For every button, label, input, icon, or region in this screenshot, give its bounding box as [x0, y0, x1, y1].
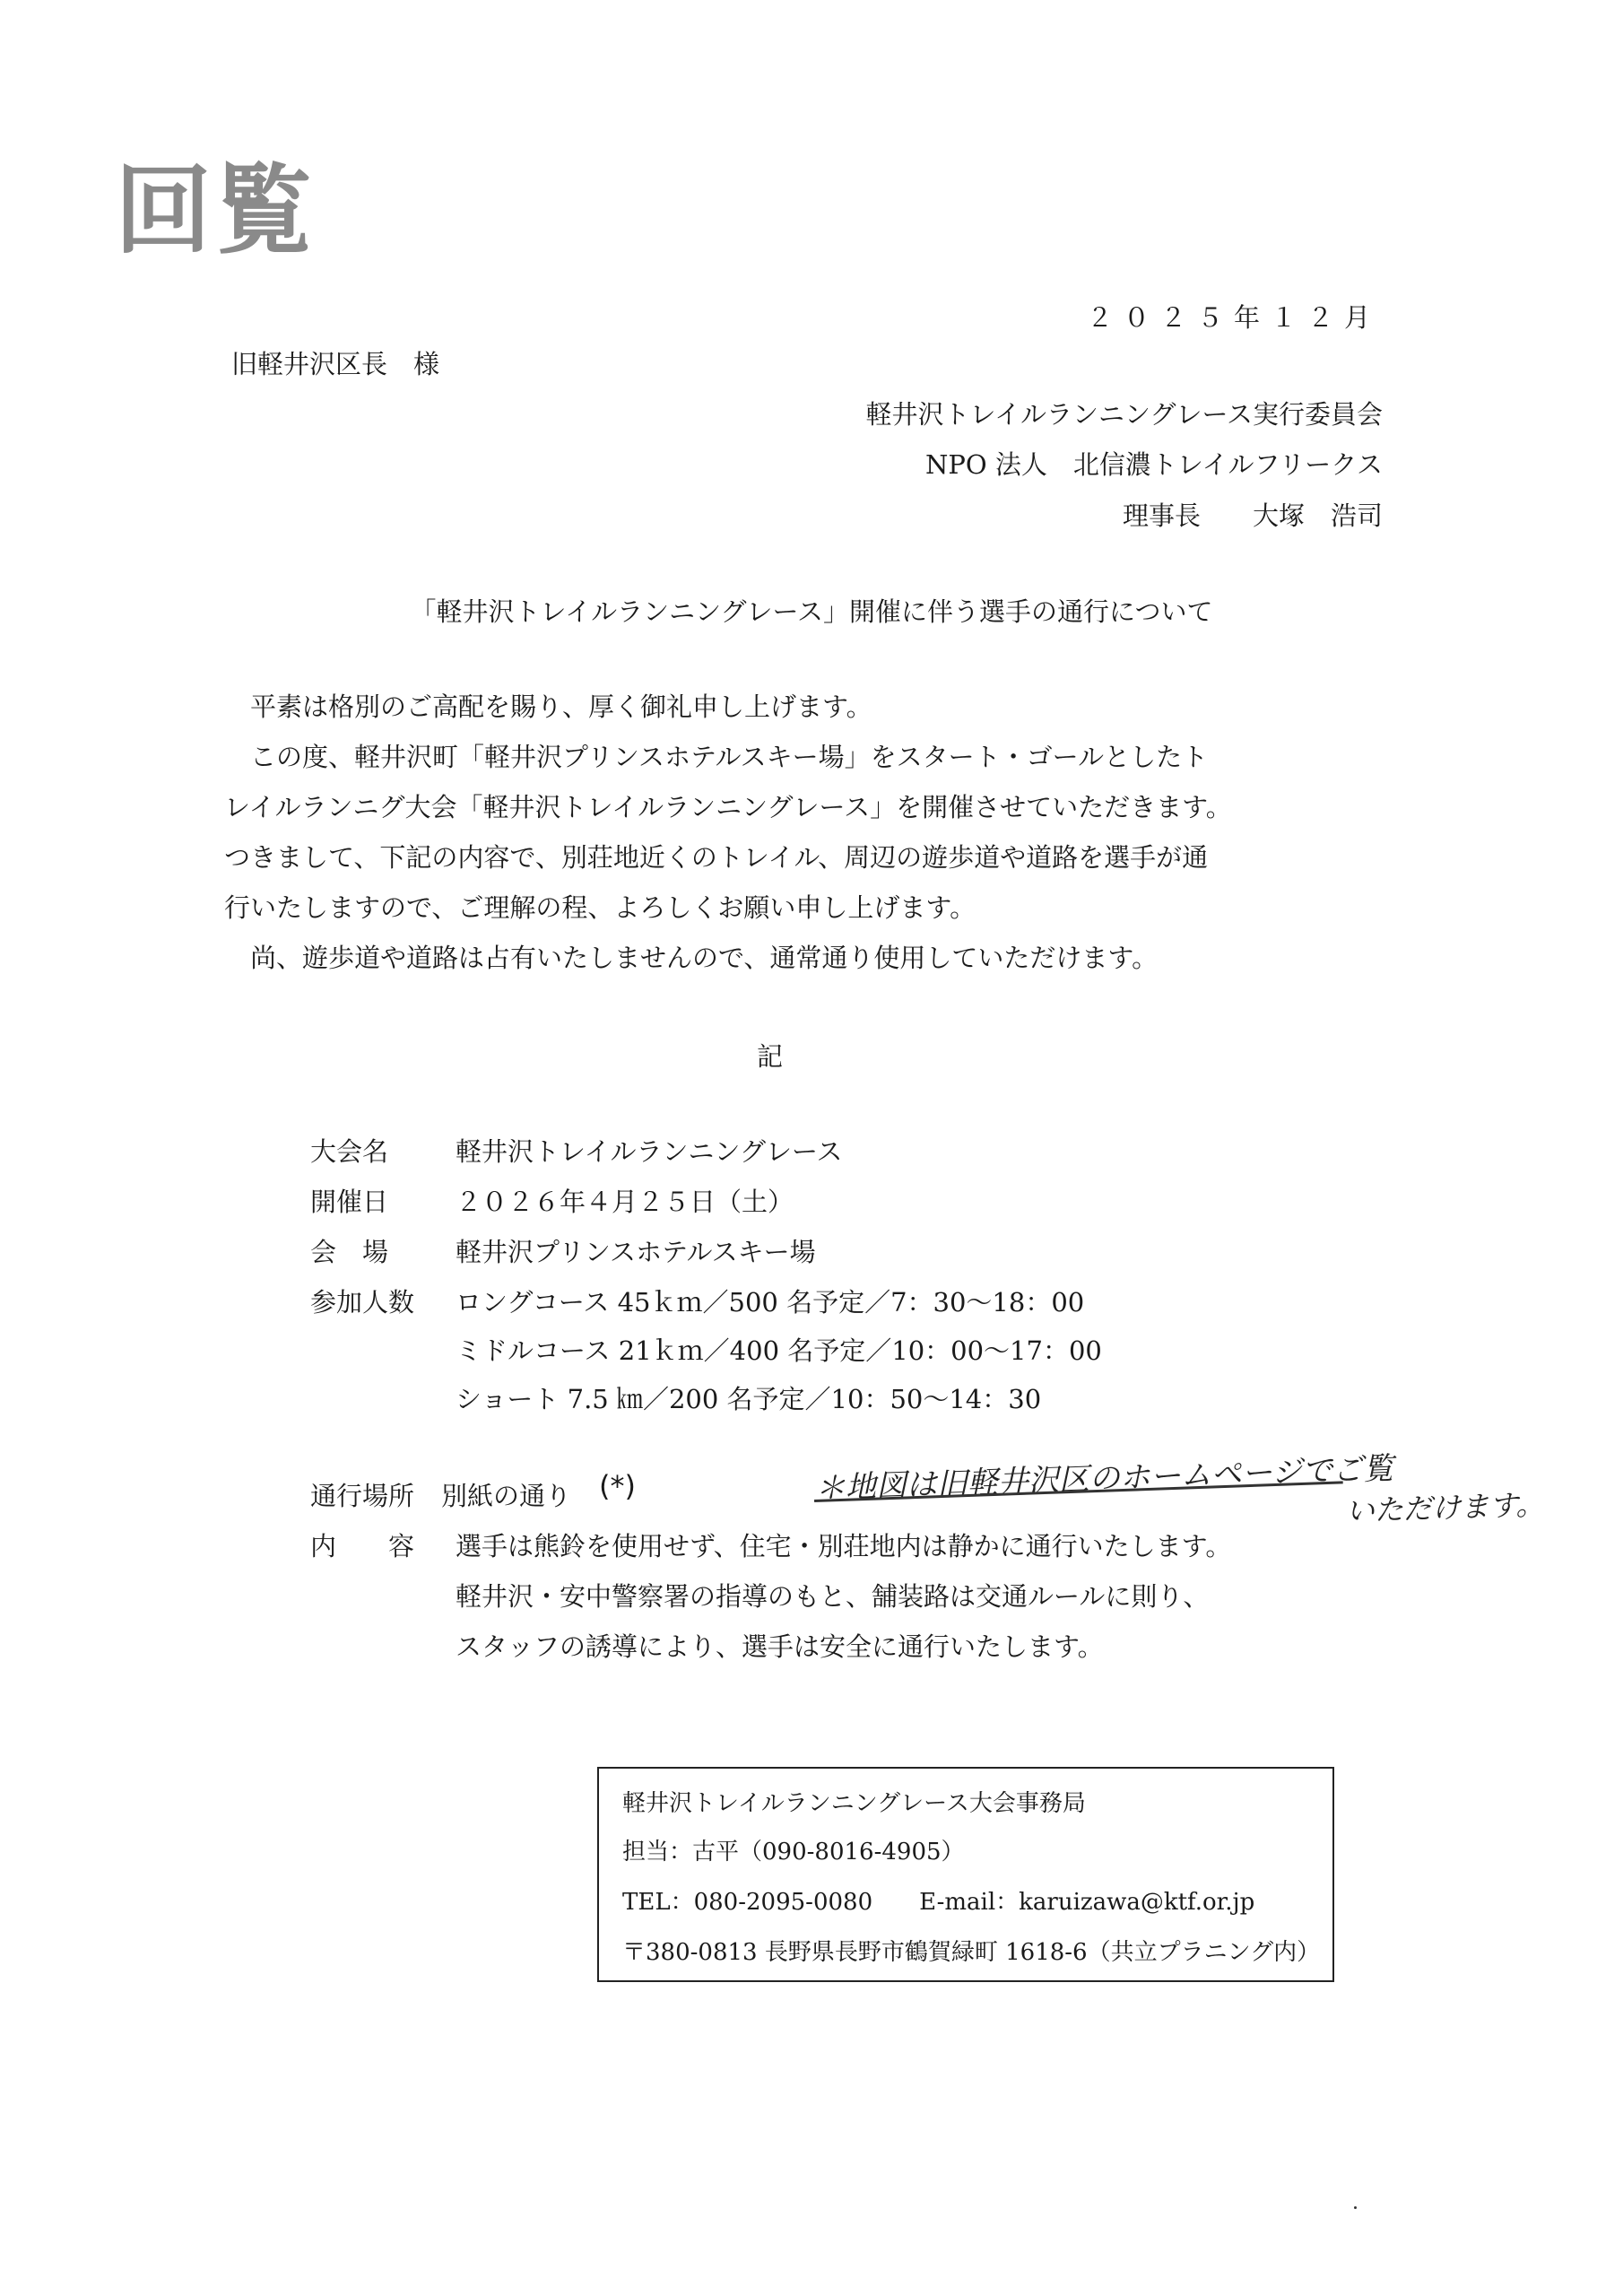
contact-tel-email: TEL：080-2095-0080 E-mail：karuizawa@ktf.or.jp	[622, 1889, 1255, 1916]
body-paragraph-line: 尚、遊歩道や道路は占有いたしませんので、通常通り使用していただけます。	[224, 943, 1159, 973]
event-date-value: ２０２６年４月２５日（土）	[456, 1187, 794, 1217]
place-label: 通行場所	[310, 1481, 415, 1511]
body-paragraph-line: 行いたしますので、ご理解の程、よろしくお願い申し上げます。	[224, 892, 976, 923]
event-name-value: 軽井沢トレイルランニングレース	[456, 1136, 843, 1167]
venue-value: 軽井沢プリンスホテルスキー場	[456, 1237, 816, 1267]
venue-label: 会 場	[310, 1237, 389, 1267]
sender-npo: NPO 法人 北信濃トレイルフリークス	[925, 449, 1383, 480]
body-paragraph-line: 平素は格別のご高配を賜り、厚く御礼申し上げます。	[224, 691, 872, 722]
participants-middle: ミドルコース 21ｋｍ／400 名予定／10：00～17：00	[456, 1335, 1102, 1366]
place-value: 別紙の通り	[441, 1481, 572, 1511]
handwritten-asterisk-mark: (*)	[599, 1469, 636, 1503]
recipient: 旧軽井沢区長 様	[231, 349, 440, 379]
body-paragraph-line: レイルランニグ大会「軽井沢トレイルランニングレース」を開催させていただきます。	[224, 792, 1232, 822]
document-date: ２０２５年１２月	[1086, 302, 1381, 333]
sender-committee: 軽井沢トレイルランニングレース実行委員会	[865, 399, 1383, 430]
event-name-label: 大会名	[310, 1136, 389, 1167]
handwritten-note-continued: いただけます。	[1345, 1487, 1545, 1528]
circulation-stamp: 回覧	[115, 155, 317, 267]
scan-speck	[1354, 2206, 1357, 2209]
participants-short: ショート 7.5 ㎞／200 名予定／10：50～14：30	[456, 1384, 1042, 1414]
handwritten-note: ＊地図は旧軽井沢区のホームページでご覧	[814, 1450, 1394, 1507]
sender-chairman: 理事長 大塚 浩司	[1122, 500, 1383, 531]
ki-heading: 記	[756, 1041, 783, 1072]
content-label: 内 容	[310, 1531, 415, 1561]
content-line: 軽井沢・安中警察署の指導のもと、舗装路は交通ルールに則り、	[456, 1581, 1210, 1612]
content-line: スタッフの誘導により、選手は安全に通行いたします。	[456, 1631, 1104, 1662]
body-paragraph-line: つきまして、下記の内容で、別荘地近くのトレイル、周辺の遊歩道や道路を選手が通	[224, 842, 1209, 873]
event-date-label: 開催日	[310, 1187, 389, 1217]
contact-address: 〒380-0813 長野県長野市鶴賀緑町 1618-6（共立プラニング内）	[622, 1939, 1321, 1966]
content-line: 選手は熊鈴を使用せず、住宅・別荘地内は静かに通行いたします。	[456, 1531, 1232, 1561]
body-paragraph-line: この度、軽井沢町「軽井沢プリンスホテルスキー場」をスタート・ゴールとしたト	[224, 742, 1209, 772]
participants-long: ロングコース 45ｋｍ／500 名予定／7：30～18：00	[456, 1287, 1085, 1318]
contact-office: 軽井沢トレイルランニングレース大会事務局	[622, 1790, 1086, 1817]
contact-person: 担当：古平（090-8016-4905）	[622, 1839, 965, 1866]
participants-label: 参加人数	[310, 1287, 415, 1318]
subject-heading: 「軽井沢トレイルランニングレース」開催に伴う選手の通行について	[410, 596, 1213, 627]
